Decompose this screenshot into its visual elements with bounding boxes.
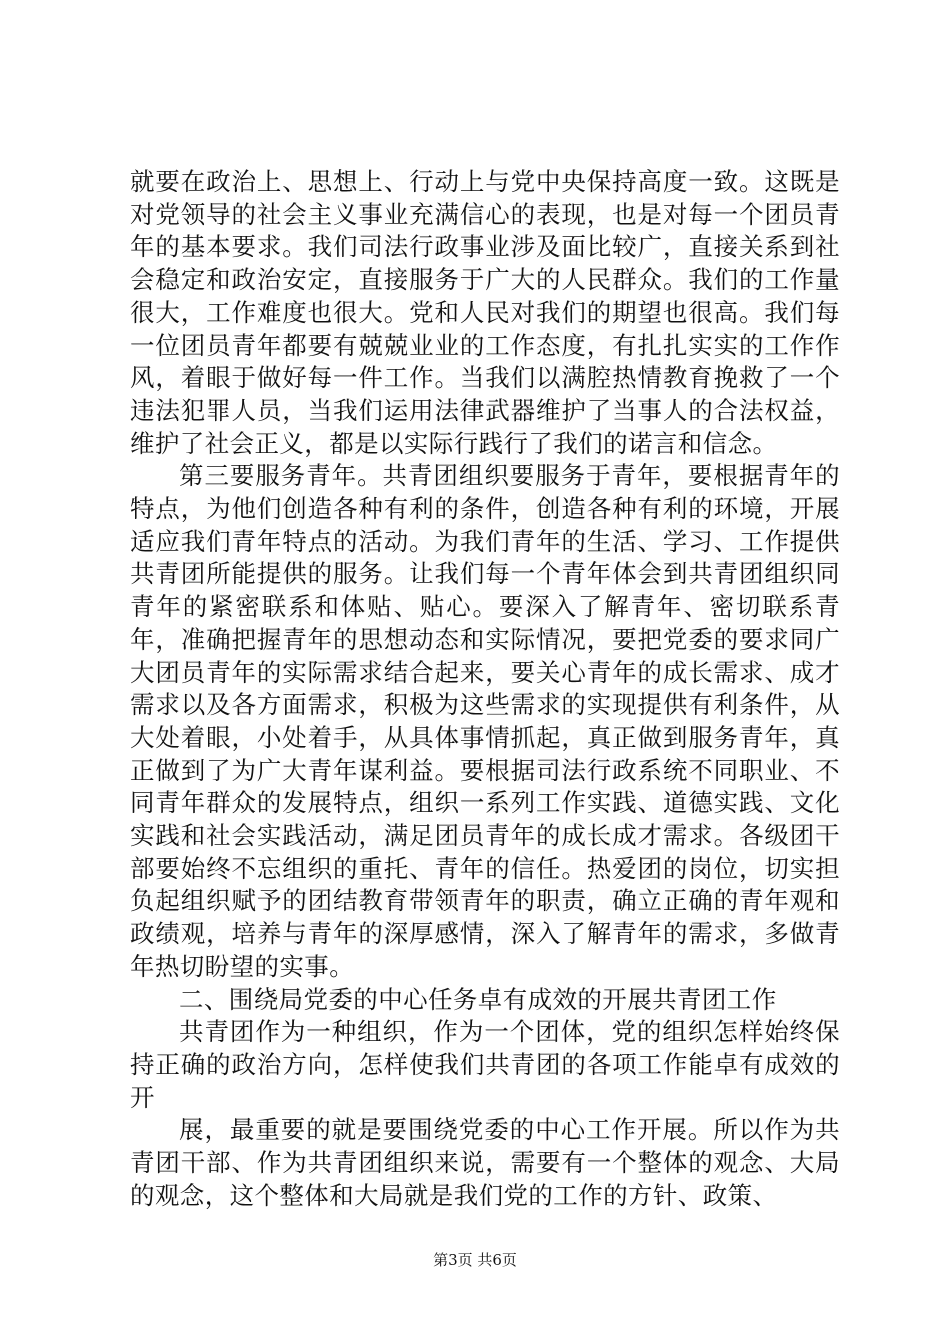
paragraph-central-work: 展，最重要的就是要围绕党委的中心工作开展。所以作为共青团干部、作为共青团组织来说，需要有一个整体的观念、大局的观念，这个整体和大局就是我们党的工作的方针、政策、 (130, 1115, 840, 1210)
section-heading: 二、围绕局党委的中心任务卓有成效的开展共青团工作 (179, 984, 777, 1014)
document-body (130, 166, 840, 1213)
page-number-footer: 第3页 共6页 (433, 1251, 517, 1269)
paragraph-organization: 共青团作为一种组织，作为一个团体，党的组织怎样始终保持正确的政治方向，怎样使我们共青团的各项工作能卓有成效的开 (130, 1017, 840, 1112)
paragraph-serve-youth: 第三要服务青年。共青团组织要服务于青年，要根据青年的特点，为他们创造各种有利的条件，创造各种有利的环境，开展适应我们青年特点的活动。为我们青年的生活、学习、工作提供共青团所能提供的服务。让我们每一个青年体会到共青团组织同青年的紧密联系和体贴、贴心。要深入了解青年、密切联系青年，准确把握青年的思想动态和实际情况，要把党委的要求同广大团员青年的实际需求结合起来，要关心青年的成长需求、成才需求以及各方面需求，积极为这些需求的实现提供有利条件，从大处着眼，小处着手，从具体事情抓起，真正做到服务青年，真正做到了为广大青年谋利益。要根据司法行政系统不同职业、不同青年群众的发展特点，组织一系列工作实践、道德实践、文化实践和社会实践活动，满足团员青年的成长成才需求。各级团干部要始终不忘组织的重托、青年的信任。热爱团的岗位，切实担负起组织赋予的团结教育带领青年的职责，确立正确的青年观和政绩观，培养与青年的深厚感情，深入了解青年的需求，多做青年热切盼望的实事。 (130, 461, 840, 981)
paragraph-continuation: 就要在政治上、思想上、行动上与党中央保持高度一致。这既是对党领导的社会主义事业充满信心的表现，也是对每一个团员青年的基本要求。我们司法行政事业涉及面比较广，直接关系到社会稳定和政治安定，直接服务于广大的人民群众。我们的工作量很大，工作难度也很大。党和人民对我们的期望也很高。我们每一位团员青年都要有兢兢业业的工作态度，有扎扎实实的工作作风，着眼于做好每一件工作。当我们以满腔热情教育挽救了一个违法犯罪人员，当我们运用法律武器维护了当事人的合法权益，维护了社会正义，都是以实际行践行了我们的诺言和信念。 (130, 167, 840, 458)
